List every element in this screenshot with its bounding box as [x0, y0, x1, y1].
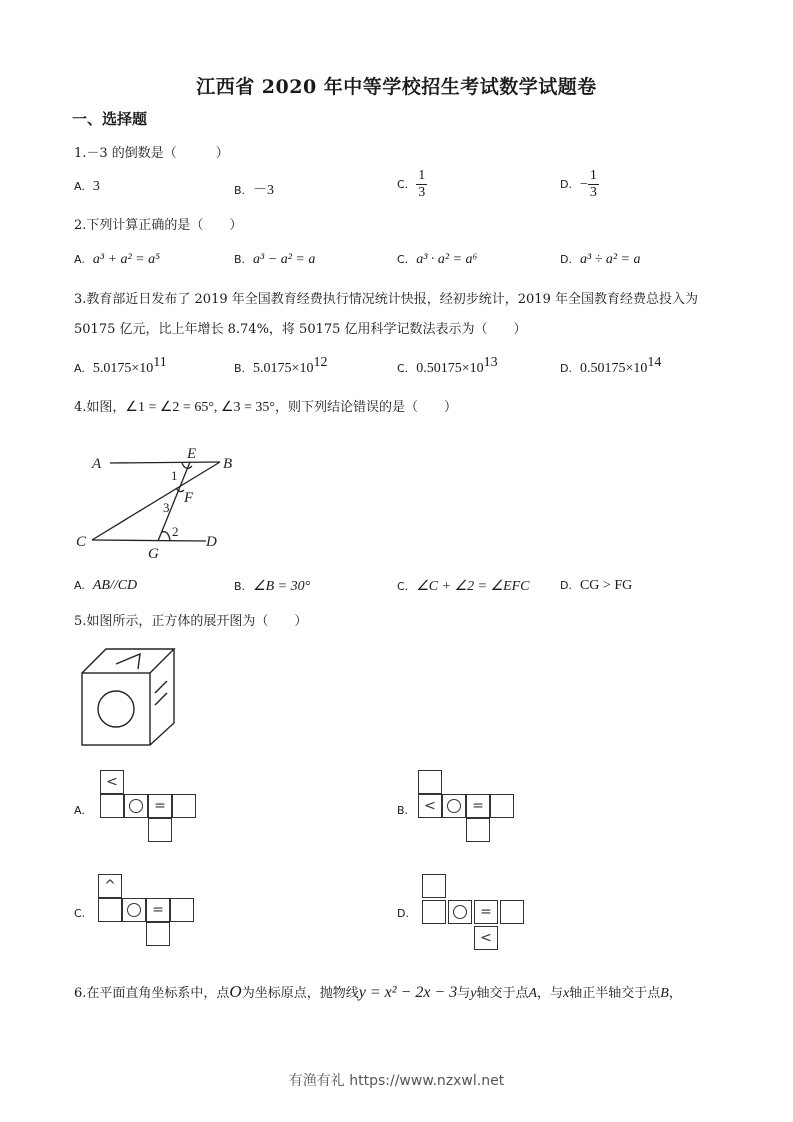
geometry-figure — [70, 440, 250, 565]
question-6: 6.在平面直角坐标系中，点O为坐标原点，抛物线y = x² − 2x − 3与y轴交于点A，与x轴正半轴交于点B， — [74, 982, 682, 1001]
q3-option-d[interactable]: D. $0.50175\times 10^{14}$ — [560, 355, 662, 376]
question-5: 5.如图所示，正方体的展开图为（ ） — [74, 614, 308, 629]
section-heading: 一、选择题 — [72, 110, 148, 128]
circle-icon — [453, 905, 467, 919]
q1-option-d[interactable]: D. − $\frac{1}{3}$ — [560, 168, 597, 200]
svg-text:2: 2 — [172, 524, 179, 539]
q5-option-a-label[interactable]: A. — [74, 804, 85, 817]
question-2: 2.下列计算正确的是（ ） — [74, 218, 243, 233]
q3-option-c[interactable]: C. $0.50175\times 10^{13}$ — [397, 355, 498, 376]
circle-icon — [447, 799, 461, 813]
q1-option-a[interactable]: A. 3 — [74, 179, 100, 194]
label-a: A — [92, 456, 102, 472]
page-title: 江西省 2020 年中等学校招生考试数学试题卷 — [196, 76, 597, 98]
q3-option-a[interactable]: A. $5.0175\times 10^{11}$ — [74, 355, 167, 376]
q2-option-b[interactable]: B. a³ − a² = a — [234, 252, 316, 267]
fraction: $\frac{1}{3}$ — [589, 168, 597, 200]
svg-text:1: 1 — [171, 468, 178, 483]
label-e: E — [187, 446, 197, 462]
circle-icon — [127, 903, 141, 917]
q2-option-a[interactable]: A. a³ + a² = a⁵ — [74, 252, 160, 267]
label-c: C — [76, 534, 87, 550]
label-g: G — [148, 546, 159, 562]
q2-option-d[interactable]: D. a³ ÷ a² = a — [560, 252, 641, 267]
q2-option-c[interactable]: C. a³ · a² = a⁶ — [397, 252, 478, 267]
q3-option-b[interactable]: B. $5.0175\times 10^{12}$ — [234, 355, 328, 376]
question-4: 4.如图，∠1 = ∠2 = 65°, ∠3 = 35°，则下列结论错误的是（ ） — [74, 400, 457, 415]
q1-option-b[interactable]: B. －3 — [234, 183, 275, 198]
question-stem: －3 的倒数是（ ） — [86, 146, 229, 161]
question-3-line-1: 3.教育部近日发布了 2019 年全国教育经费执行情况统计快报，经初步统计，2019 年全国教育经费总投入为 — [74, 292, 698, 307]
svg-text:3: 3 — [163, 500, 170, 515]
q5-option-c-label[interactable]: C. — [74, 907, 86, 920]
q4-option-c[interactable]: C. ∠C + ∠2 = ∠EFC — [397, 579, 530, 594]
q4-option-a[interactable]: A. AB//CD — [74, 578, 138, 593]
label-b: B — [223, 456, 233, 472]
q1-option-c[interactable]: C. $\frac{1}{3}$ — [397, 168, 426, 200]
q5-option-b-label[interactable]: B. — [397, 804, 409, 817]
cube-figure — [78, 645, 178, 750]
label-f: F — [184, 490, 194, 506]
q5-option-d-label[interactable]: D. — [397, 907, 409, 920]
q4-option-d[interactable]: D. CG > FG — [560, 578, 633, 593]
footer-watermark: 有渔有礼 https://www.nzxwl.net — [288, 1073, 505, 1089]
label-d: D — [206, 534, 217, 550]
q4-option-b[interactable]: B. ∠B = 30° — [234, 579, 311, 594]
fraction: $\frac{1}{3}$ — [418, 168, 426, 200]
question-3-line-2: 50175 亿元，比上年增长 8.74%，将 50175 亿用科学记数法表示为（ ） — [74, 322, 527, 337]
circle-icon — [129, 799, 143, 813]
question-number: 1. — [74, 146, 87, 161]
question-1 — [74, 142, 229, 161]
